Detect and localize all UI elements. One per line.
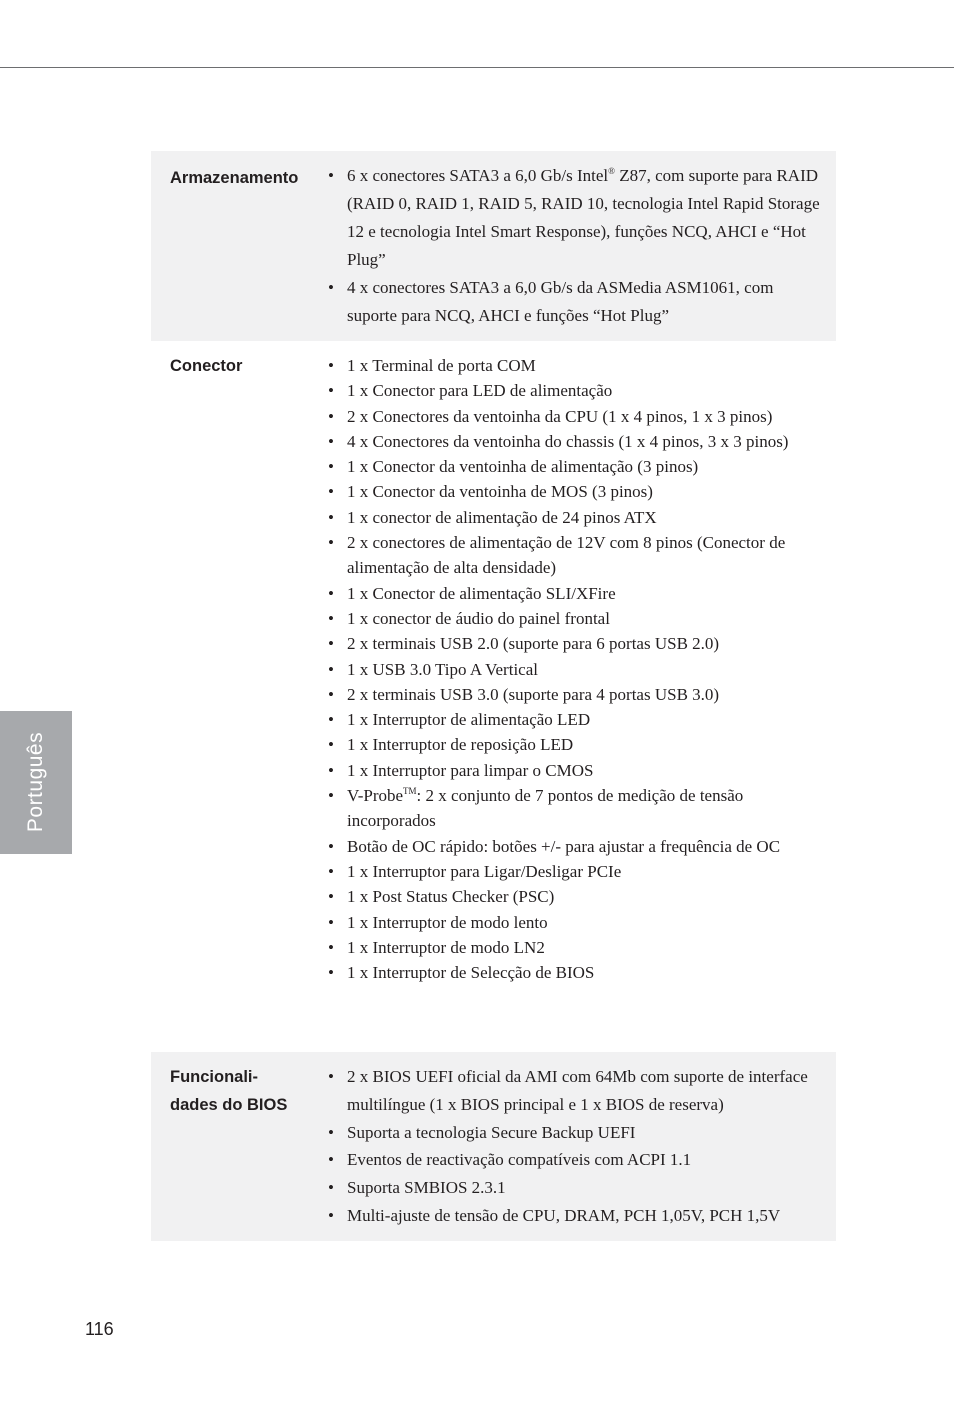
list-item: • 1 x Interruptor de modo lento	[347, 910, 822, 935]
list-item: • 1 x conector de áudio do painel frontal	[347, 606, 822, 631]
connector-list	[347, 353, 822, 985]
list-item: • 2 x BIOS UEFI oficial da AMI com 64Mb com suporte de interface multilíngue (1 x BIOS principal e 1 x BIOS de reserva)	[347, 1063, 827, 1119]
list-item: • 1 x USB 3.0 Tipo A Vertical	[347, 657, 822, 682]
bios-section	[151, 1052, 836, 1241]
list-item: • 1 x conector de alimentação de 24 pinos ATX	[347, 505, 822, 530]
list-item: • Suporta a tecnologia Secure Backup UEFI	[347, 1119, 827, 1147]
list-item: • Botão de OC rápido: botões +/- para ajustar a frequência de OC	[347, 834, 822, 859]
list-item: • 2 x conectores de alimentação de 12V com 8 pinos (Conector de alimentação de alta densidade)	[347, 530, 822, 581]
connector-label: Conector	[170, 357, 243, 375]
storage-item-1-post: Z87, com suporte para RAID (RAID 0, RAID 1, RAID 5, RAID 10, tecnologia Intel Rapid Storage 12 e tecnologia Intel Smart Response), funções NCQ, AHCI e “Hot Plug”	[347, 166, 820, 269]
list-item: • 1 x Interruptor de Selecção de BIOS	[347, 960, 822, 985]
list-item: • 1 x Conector da ventoinha de alimentação (3 pinos)	[347, 454, 822, 479]
storage-label: Armazenamento	[170, 169, 299, 187]
list-item: • 4 x conectores SATA3 a 6,0 Gb/s da ASMedia ASM1061, com suporte para NCQ, AHCI e funções “Hot Plug”	[347, 274, 822, 330]
list-item: • 1 x Interruptor de reposição LED	[347, 732, 822, 757]
trademark-mark: TM	[403, 786, 417, 797]
list-item: • Suporta SMBIOS 2.3.1	[347, 1174, 827, 1202]
vprobe-pre: V-Probe	[347, 786, 404, 806]
list-item: • 1 x Interruptor para Ligar/Desligar PCIe	[347, 859, 822, 884]
list-item: • 1 x Interruptor de alimentação LED	[347, 707, 822, 732]
registered-mark: ®	[608, 166, 615, 176]
list-item: • 1 x Conector da ventoinha de MOS (3 pinos)	[347, 479, 822, 504]
list-item: • 2 x terminais USB 2.0 (suporte para 6 portas USB 2.0)	[347, 631, 822, 656]
list-item: • 1 x Interruptor para limpar o CMOS	[347, 758, 822, 783]
list-item: • 1 x Terminal de porta COM	[347, 353, 822, 378]
list-item: • 1 x Interruptor de modo LN2	[347, 935, 822, 960]
list-item: • 1 x Conector de alimentação SLI/XFire	[347, 581, 822, 606]
list-item: • Eventos de reactivação compatíveis com ACPI 1.1	[347, 1146, 827, 1174]
storage-item-1-pre: 6 x conectores SATA3 a 6,0 Gb/s Intel	[347, 166, 609, 185]
bios-label	[170, 1063, 287, 1119]
list-item	[347, 162, 822, 274]
list-item: • 1 x Conector para LED de alimentação	[347, 378, 822, 403]
vprobe-post: : 2 x conjunto de 7 pontos de medição de tensão incorporados	[347, 786, 744, 831]
list-item: • 1 x Post Status Checker (PSC)	[347, 884, 822, 909]
list-item: • 4 x Conectores da ventoinha do chassis (1 x 4 pinos, 3 x 3 pinos)	[347, 429, 822, 454]
list-item: • Multi-ajuste de tensão de CPU, DRAM, PCH 1,05V, PCH 1,5V	[347, 1202, 827, 1230]
bios-label-line-2: dades do BIOS	[170, 1096, 288, 1114]
connector-section	[151, 341, 836, 1052]
page-number: 116	[85, 1319, 114, 1339]
language-side-tab	[0, 711, 72, 854]
list-item: • 2 x Conectores da ventoinha da CPU (1 x 4 pinos, 1 x 3 pinos)	[347, 404, 822, 429]
header-rule	[0, 67, 954, 68]
storage-section	[151, 151, 836, 341]
bios-label-line-1: Funcionali-	[170, 1068, 258, 1086]
bios-list	[347, 1063, 827, 1230]
language-tab-label: Português	[24, 731, 47, 833]
list-item: • 2 x terminais USB 3.0 (suporte para 4 portas USB 3.0)	[347, 682, 822, 707]
list-item	[347, 783, 822, 834]
storage-list	[347, 162, 822, 330]
